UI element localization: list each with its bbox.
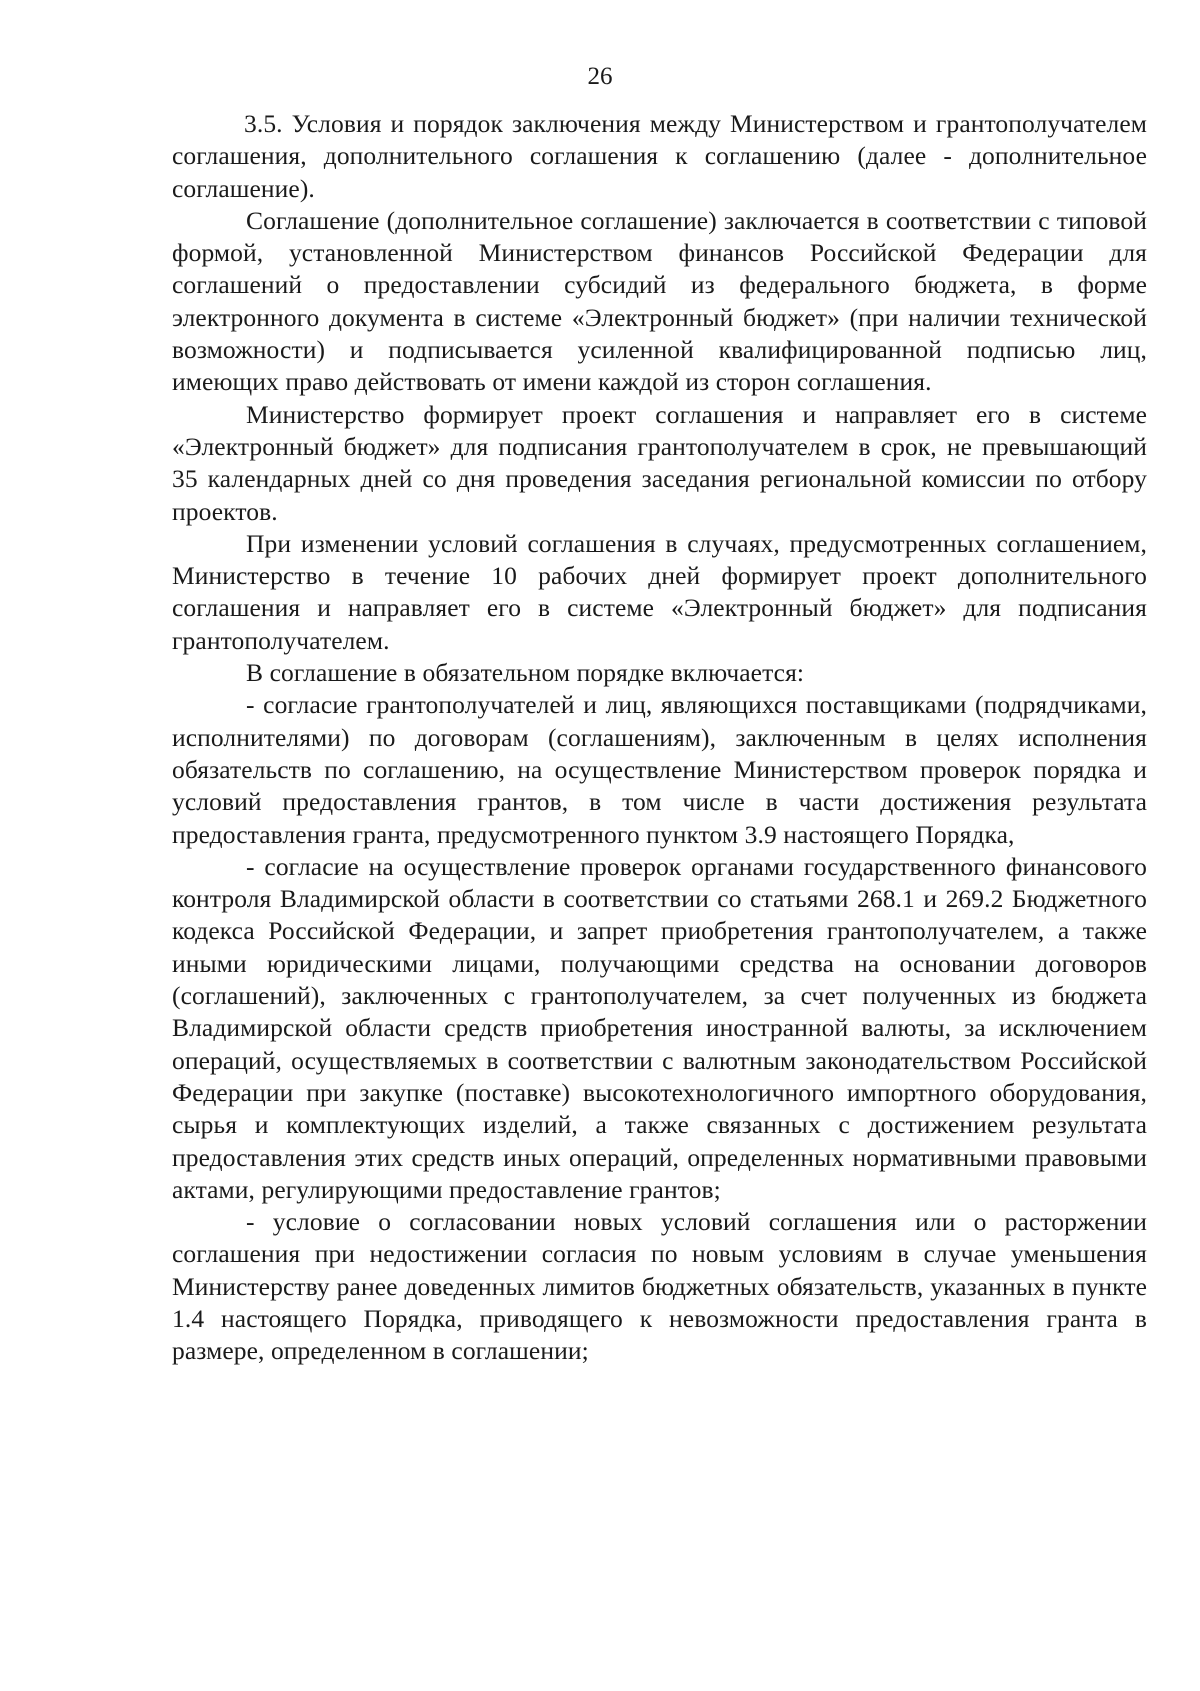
page-number: 26 [587,63,613,90]
paragraph-amendment: При изменении условий соглашения в случаях, предусмотренных соглашением, Министерство в течение 10 рабочих дней формирует проект дополнительного соглашения и направляет его в системе «Электронный бюджет» для подписания грантополучателем. [172,528,1147,655]
document-body [172,108,1147,1368]
paragraph-agreement-form: Соглашение (дополнительное соглашение) заключается в соответствии с типовой формой, установленной Министерством финансов Российской Федерации для соглашений о предоставлении субсидий из федерального бюджета, в форме электронного документа в системе «Электронный бюджет» (при наличии технической возможности) и подписывается усиленной квалифицированной подписью лиц, имеющих право действовать от имени каждой из сторон соглашения. [172,205,1147,397]
paragraph-mandatory-terms-intro: В соглашение в обязательном порядке включается: [246,658,805,688]
list-item-consent-inspections: - согласие грантополучателей и лиц, являющихся поставщиками (подрядчиками, исполнителями) по договорам (соглашениям), заключенным в целях исполнения обязательств по соглашению, на осуществление Министерством проверок порядка и условий предоставления грантов, в том числе в части достижения результата предоставления гранта, предусмотренного пунктом 3.9 настоящего Порядка, [172,690,1147,849]
list-item-financial-control: - согласие на осуществление проверок органами государственного финансового контроля Владимирской области в соответствии со статьями 268.1 и 269.2 Бюджетного кодекса Российской Федерации, и запрет приобретения грантополучателем, а также иными юридическими лицами, получающими средства на основании договоров (соглашений), заключенных с грантополучателем, за счет полученных из бюджета Владимирской области средств приобретения иностранной валюты, за исключением операций, осуществляемых в соответствии с валютным законодательством Российской Федерации при закупке (поставке) высокотехнологичного импортного оборудования, сырья и комплектующих изделий, а также связанных с достижением результата предоставления этих средств иных операций, определенных нормативными правовыми актами, регулирующими предоставление грантов; [172,851,1147,1204]
paragraph-draft-agreement: Министерство формирует проект соглашения и направляет его в системе «Электронный бюджет» для подписания грантополучателем в срок, не превышающий 35 календарных дней со дня проведения заседания региональной комиссии по отбору проектов. [172,399,1147,526]
paragraph-section-3-5-heading: 3.5. Условия и порядок заключения между Министерством и грантополучателем соглашения, дополнительного соглашения к соглашению (далее - дополнительное соглашение). [172,109,1147,203]
list-item-new-conditions: - условие о согласовании новых условий соглашения или о расторжении соглашения при недостижении согласия по новым условиям в случае уменьшения Министерству ранее доведенных лимитов бюджетных обязательств, указанных в пункте 1.4 настоящего Порядка, приводящего к невозможности предоставления гранта в размере, определенном в соглашении; [172,1207,1147,1366]
